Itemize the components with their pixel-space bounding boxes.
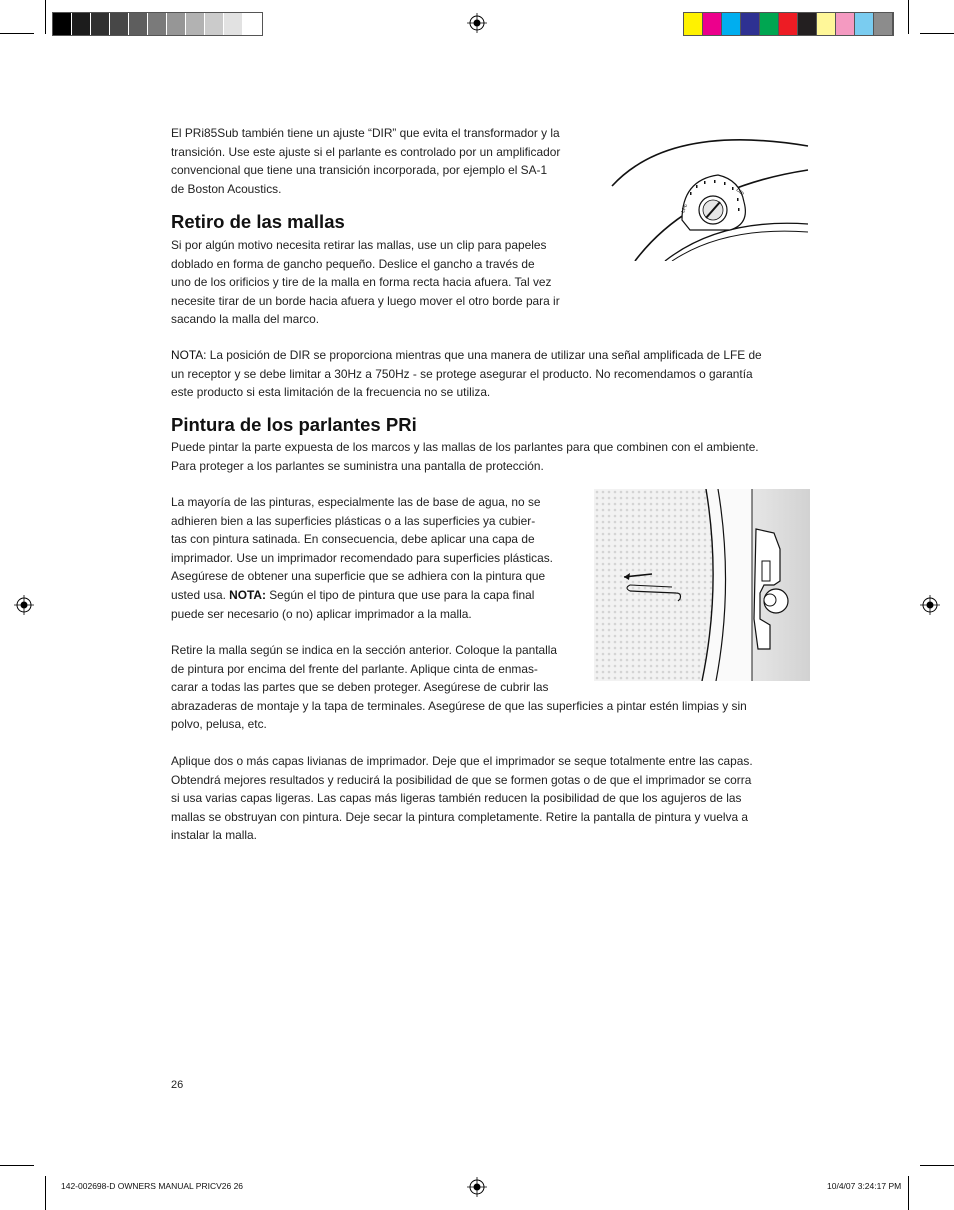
text-line: abrazaderas de montaje y la tapa de terminales. Asegúrese de que las superficies a pintar estén limpias y sin	[171, 698, 747, 713]
grayscale-calibration-bar	[52, 12, 263, 36]
color-calibration-bar	[683, 12, 894, 36]
footer-slug-right: 10/4/07 3:24:17 PM	[827, 1181, 902, 1191]
color-swatch	[817, 13, 836, 35]
text-line: necesite tirar de un borde hacia afuera y luego mover el otro borde para ir	[171, 293, 560, 308]
registration-mark-icon	[14, 595, 34, 615]
text-line: de pintura por encima del frente del parlante. Aplique cinta de enmas-	[171, 661, 538, 676]
speaker-dial-illustration	[610, 128, 810, 261]
text-line: tas con pintura satinada. En consecuencia, debe aplicar una capa de	[171, 532, 535, 547]
color-swatch	[798, 13, 817, 35]
color-swatch	[760, 13, 779, 35]
section-heading-pintura: Pintura de los parlantes PRi	[171, 414, 417, 435]
color-swatch	[779, 13, 798, 35]
text-line: Puede pintar la parte expuesta de los marcos y las mallas de los parlantes para que combinen con el ambiente.	[171, 440, 759, 454]
color-swatch	[874, 13, 893, 35]
crop-mark	[920, 33, 954, 34]
color-swatch	[855, 13, 874, 35]
color-swatch	[129, 13, 148, 35]
crop-mark	[908, 0, 909, 34]
page-number: 26	[171, 1079, 184, 1091]
color-swatch	[224, 13, 243, 35]
text-line: un receptor y se debe limitar a 30Hz a 750Hz - se protege asegurar el producto. No recomendamos o garantía	[171, 366, 753, 381]
text-line: transición. Use este ajuste si el parlante es controlado por un amplificador	[171, 144, 561, 159]
text-line: si usa varias capas ligeras. Las capas más ligeras también reducen la posibilidad de que los agujeros de las	[171, 791, 742, 806]
color-swatch	[186, 13, 205, 35]
dial-label-lfe: LFE	[680, 203, 690, 214]
color-swatch	[836, 13, 855, 35]
text-line: Obtendrá mejores resultados y reducirá la posibilidad de que se formen gotas o de que el imprimador se corra	[171, 772, 752, 787]
coats-paragraph	[171, 752, 753, 845]
text-line: Si por algún motivo necesita retirar las mallas, use un clip para papeles	[171, 238, 547, 252]
crop-mark	[908, 1176, 909, 1210]
color-swatch	[91, 13, 110, 35]
registration-mark-icon	[467, 13, 487, 33]
text-line: El PRi85Sub también tiene un ajuste “DIR” que evita el transformador y la	[171, 126, 560, 140]
text-line: sacando la malla del marco.	[171, 312, 320, 327]
color-swatch	[148, 13, 167, 35]
crop-mark	[0, 1165, 34, 1166]
color-swatch	[205, 13, 224, 35]
color-swatch	[741, 13, 760, 35]
text-line: La posición de DIR se proporciona mientras que una manera de utilizar una señal amplificada de LFE de	[206, 348, 762, 362]
text-line: Aplique dos o más capas livianas de imprimador. Deje que el imprimador se seque totalmente entre las capas.	[171, 754, 753, 768]
remove-paragraph	[171, 641, 747, 734]
text-line: adhieren bien a las superficies plásticas o a las superficies ya cubier-	[171, 513, 536, 528]
crop-mark	[920, 1165, 954, 1166]
section2-paragraph	[171, 438, 759, 475]
crop-mark	[0, 33, 34, 34]
section1-paragraph	[171, 236, 560, 329]
color-swatch	[703, 13, 722, 35]
text-line: mallas se obstruyan con pintura. Deje secar la pintura completamente. Retire la pantalla de pintura y vuelva a	[171, 809, 749, 824]
text-line: doblado en forma de gancho pequeño. Deslice el gancho a través de	[171, 256, 535, 271]
text-line: carar a todas las partes que se deben proteger. Asegúrese de cubrir las	[171, 680, 549, 695]
dial-label-dir: DIR	[734, 187, 745, 198]
color-swatch	[110, 13, 129, 35]
text-line: este producto si esta limitación de la frecuencia no se utiliza.	[171, 385, 491, 400]
text-line: instalar la malla.	[171, 828, 257, 843]
intro-paragraph	[171, 124, 560, 198]
text-line: convencional que tiene una transición incorporada, por ejemplo el SA-1	[171, 163, 548, 178]
crop-mark	[45, 0, 46, 34]
note-label: NOTA:	[171, 348, 207, 362]
text-line: imprimador. Use un imprimador recomendado para superficies plásticas.	[171, 550, 553, 565]
text-line: La mayoría de las pinturas, especialmente las de base de agua, no se	[171, 495, 541, 509]
text-line: de Boston Acoustics.	[171, 181, 282, 196]
crop-mark	[45, 1176, 46, 1210]
note-paragraph	[171, 346, 762, 402]
color-swatch	[167, 13, 186, 35]
text-line: Retire la malla según se indica en la sección anterior. Coloque la pantalla	[171, 643, 558, 657]
text-line: polvo, pelusa, etc.	[171, 717, 267, 732]
note-label: NOTA:	[229, 587, 266, 602]
text-line: usted usa.	[171, 587, 230, 602]
color-swatch	[684, 13, 703, 35]
section-heading-retiro: Retiro de las mallas	[171, 211, 345, 232]
text-line: Según el tipo de pintura que use para la capa final	[265, 587, 535, 602]
text-line: puede ser necesario (o no) aplicar imprimador a la malla.	[171, 606, 472, 621]
registration-mark-icon	[920, 595, 940, 615]
color-swatch	[53, 13, 72, 35]
color-swatch	[72, 13, 91, 35]
color-swatch	[722, 13, 741, 35]
registration-mark-icon	[467, 1177, 487, 1197]
footer-slug-left: 142-002698-D OWNERS MANUAL PRICV26 26	[61, 1181, 244, 1191]
color-swatch	[243, 13, 262, 35]
text-line: Para proteger a los parlantes se suministra una pantalla de protección.	[171, 458, 544, 473]
paint-paragraph	[171, 493, 553, 623]
text-line: uno de los orificios y tire de la malla en forma recta hacia afuera. Tal vez	[171, 275, 552, 290]
text-line: Asegúrese de obtener una superficie que se adhiera con la pintura que	[171, 569, 546, 584]
